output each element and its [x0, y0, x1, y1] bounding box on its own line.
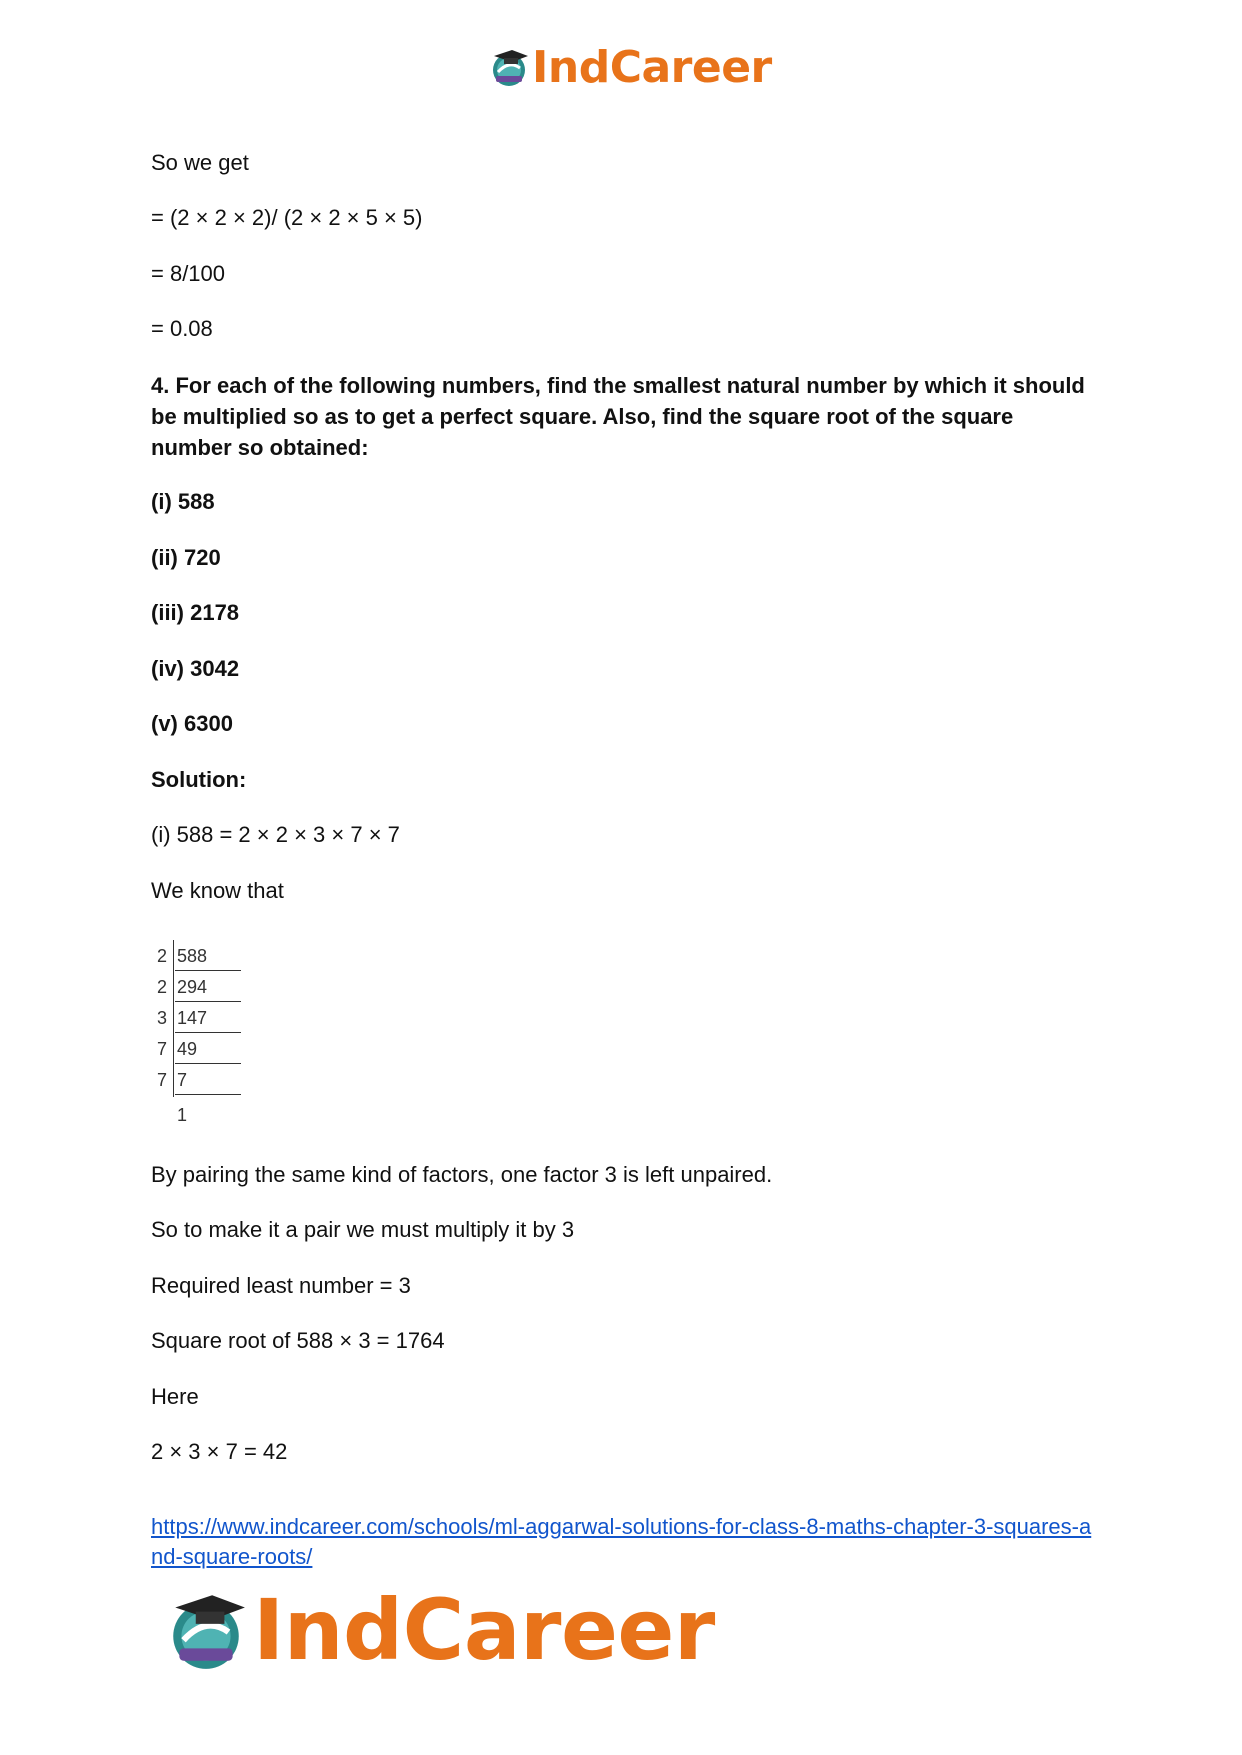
text-line: = 0.08: [151, 316, 213, 341]
graduation-cap-globe-icon: [488, 46, 530, 88]
text-line: By pairing the same kind of factors, one factor 3 is left unpaired.: [151, 1162, 773, 1187]
divisor: 7: [157, 1039, 168, 1059]
dividend: 294: [177, 977, 208, 997]
text-line: = (2 × 2 × 2)/ (2 × 2 × 5 × 5): [151, 205, 423, 230]
question-part: (ii) 720: [151, 545, 221, 570]
text-line: We know that: [151, 878, 284, 903]
header-logo: [488, 40, 772, 94]
text-line: Required least number = 3: [151, 1273, 411, 1298]
question-part: (i) 588: [151, 489, 215, 514]
graduation-cap-globe-icon: [163, 1587, 249, 1673]
question-part: (iii) 2178: [151, 600, 240, 625]
text-line: 2 × 3 × 7 = 42: [151, 1439, 288, 1464]
division-ladder: [155, 940, 245, 1125]
division-rule: [175, 1094, 241, 1095]
text-line: Here: [151, 1384, 199, 1409]
divisor: 2: [157, 977, 168, 997]
division-row: [155, 971, 245, 1002]
solution-label: Solution:: [151, 767, 247, 792]
dividend: 588: [177, 946, 208, 966]
header-logo-text: IndCareer: [532, 41, 772, 93]
footer-logo: [163, 1581, 715, 1679]
dividend: 49: [177, 1039, 198, 1059]
division-row: [155, 1002, 245, 1033]
divisor: 3: [157, 1008, 168, 1028]
factorization-line: (i) 588 = 2 × 2 × 3 × 7 × 7: [151, 822, 400, 847]
division-row: [155, 1033, 245, 1064]
question-part: (v) 6300: [151, 711, 233, 736]
text-line: So to make it a pair we must multiply it by 3: [151, 1217, 575, 1242]
dividend: 147: [177, 1008, 208, 1028]
question-part: (iv) 3042: [151, 656, 240, 681]
text-line: = 8/100: [151, 261, 226, 286]
footer-logo-text: IndCareer: [253, 1581, 715, 1679]
dividend: 7: [177, 1070, 188, 1090]
divisor: 2: [157, 946, 168, 966]
divisor: 7: [157, 1070, 168, 1090]
division-row: [155, 940, 245, 971]
text-line: Square root of 588 × 3 = 1764: [151, 1328, 445, 1353]
division-quotient: 1: [177, 1105, 188, 1125]
question-text: 4. For each of the following numbers, find the smallest natural number by which it should be multiplied so as to get a perfect square. Also, find the square root of the square number so obtained:: [151, 373, 1085, 460]
text-line: So we get: [151, 150, 249, 175]
source-link[interactable]: https://www.indcareer.com/schools/ml-aggarwal-solutions-for-class-8-maths-chapter-3-squares-and-square-roots/: [151, 1514, 1092, 1569]
division-row: [155, 1064, 245, 1095]
